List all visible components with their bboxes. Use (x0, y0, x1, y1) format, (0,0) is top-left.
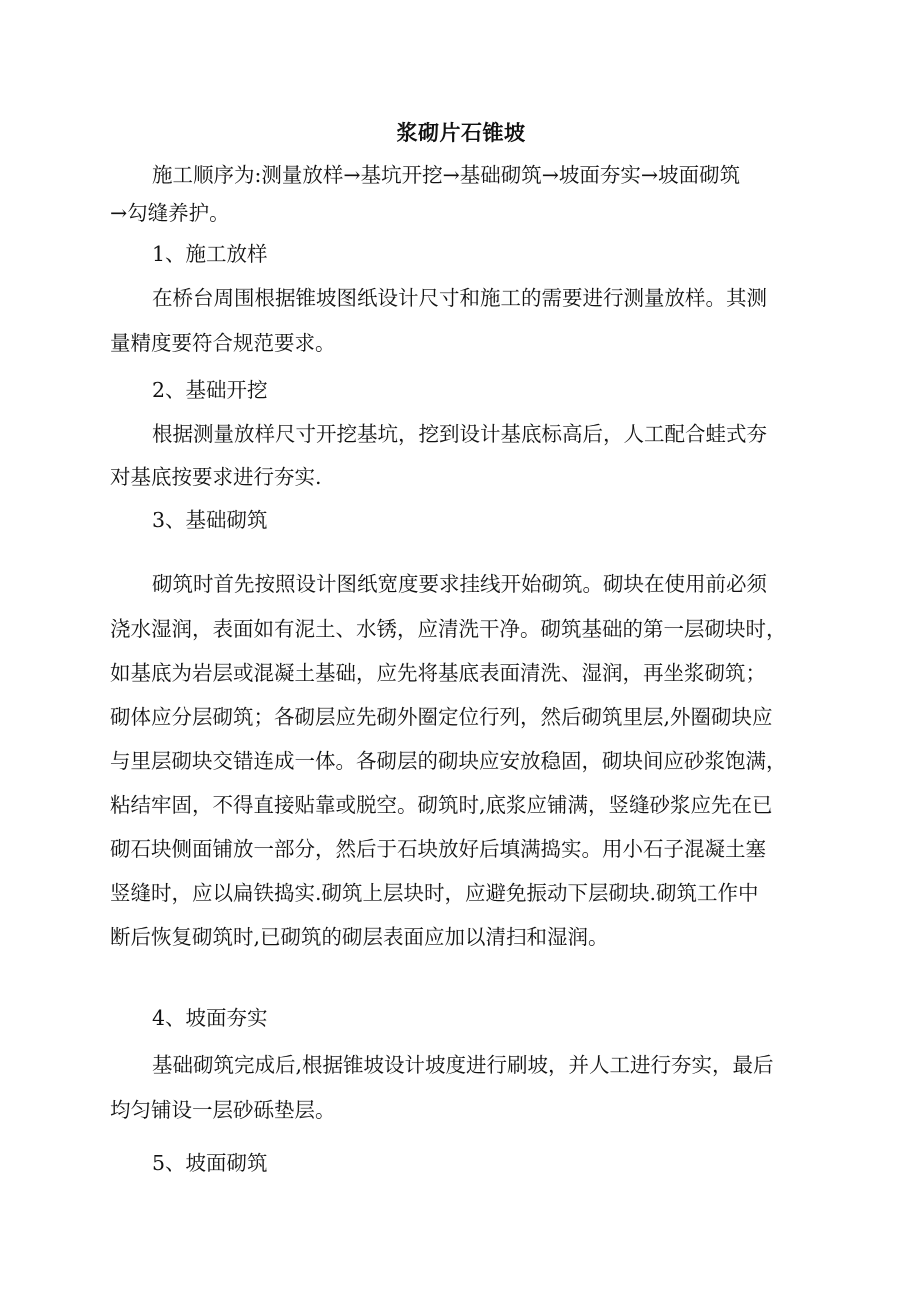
section-heading: 1、施工放样 (152, 242, 268, 266)
paragraph-line: 量精度要符合规范要求。 (110, 331, 336, 355)
paragraph-line: 浇水湿润，表面如有泥土、水锈，应清洗干净。砌筑基础的第一层砌块时， (110, 617, 787, 641)
paragraph-line: 断后恢复砌筑时,已砌筑的砌层表面应加以清扫和湿润。 (110, 925, 609, 949)
paragraph-line: 对基底按要求进行夯实. (110, 465, 322, 489)
paragraph-line: 砌筑时首先按照设计图纸宽度要求挂线开始砌筑。砌块在使用前必须 (152, 572, 767, 596)
section-heading: 4、坡面夯实 (152, 1006, 268, 1030)
section-heading: 2、基础开挖 (152, 378, 268, 402)
document-title: 浆砌片石锥坡 (396, 120, 526, 145)
paragraph-line: 与里层砌块交错连成一体。各砌层的砌块应安放稳固，砌块间应砂浆饱满， (110, 749, 787, 773)
paragraph-line: 如基底为岩层或混凝土基础，应先将基底表面清洗、湿润，再坐浆砌筑； (110, 661, 766, 685)
paragraph-line: 基础砌筑完成后,根据锥坡设计坡度进行刷坡，并人工进行夯实，最后 (152, 1053, 774, 1077)
paragraph-line: →勾缝养护。 (110, 201, 230, 225)
paragraph-line: 在桥台周围根据锥坡图纸设计尺寸和施工的需要进行测量放样。其测 (152, 286, 767, 310)
section-heading: 5、坡面砌筑 (152, 1151, 268, 1175)
paragraph-line: 粘结牢固，不得直接贴靠或脱空。砌筑时,底浆应铺满，竖缝砂浆应先在已 (110, 793, 773, 817)
paragraph-line: 竖缝时，应以扁铁捣实.砌筑上层块时，应避免振动下层砌块.砌筑工作中 (110, 881, 759, 905)
paragraph-line: 砌石块侧面铺放一部分，然后于石块放好后填满捣实。用小石子混凝土塞 (110, 837, 766, 861)
paragraph-line: 砌体应分层砌筑；各砌层应先砌外圈定位行列，然后砌筑里层,外圈砌块应 (110, 705, 773, 729)
paragraph-line: 施工顺序为:测量放样→基坑开挖→基础砌筑→坡面夯实→坡面砌筑 (152, 163, 741, 187)
paragraph-line: 均匀铺设一层砂砾垫层。 (110, 1098, 336, 1122)
paragraph-line: 根据测量放样尺寸开挖基坑，挖到设计基底标高后，人工配合蛙式夯 (152, 422, 767, 446)
section-heading: 3、基础砌筑 (152, 508, 268, 532)
